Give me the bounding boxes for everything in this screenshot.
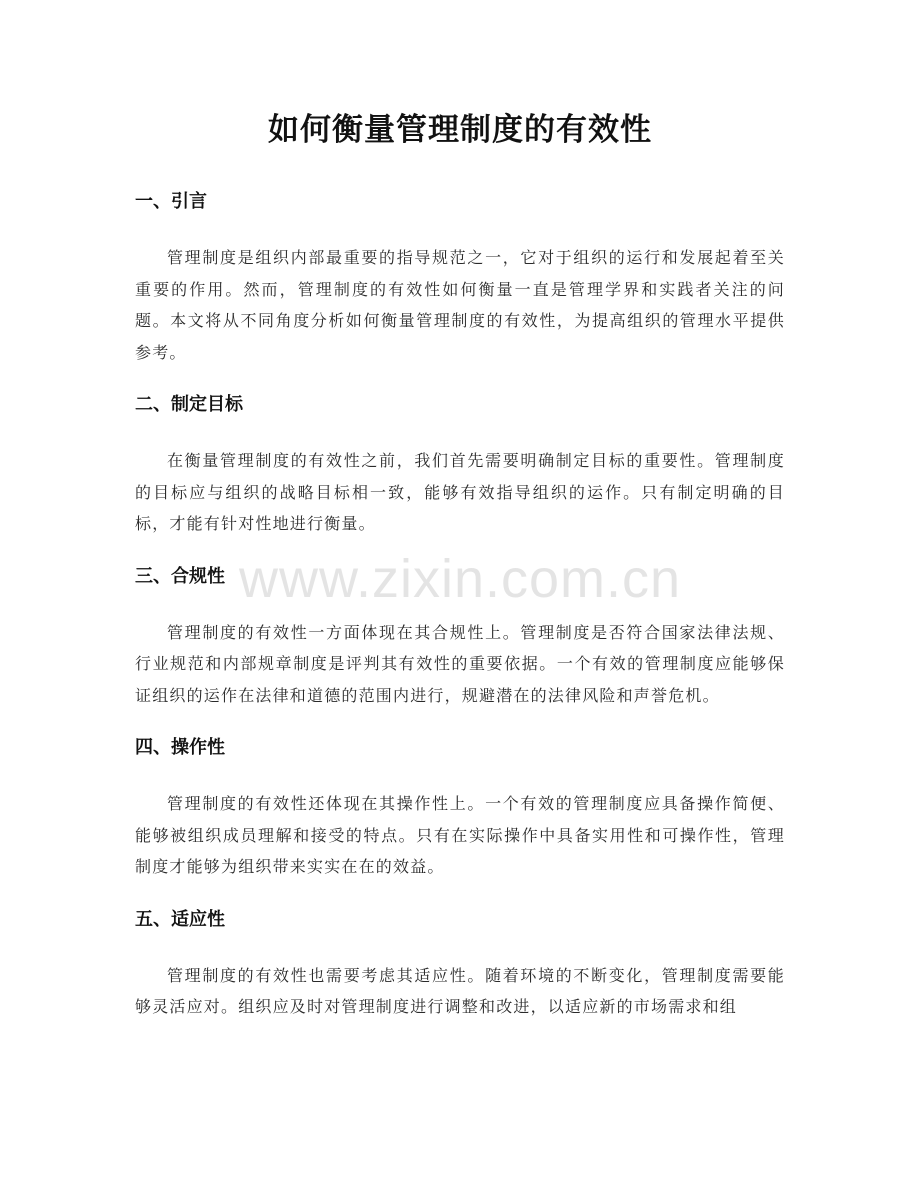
section-adaptability xyxy=(135,908,785,1023)
section-heading: 五、适应性 xyxy=(135,908,225,930)
section-compliance xyxy=(135,565,785,712)
section-heading: 二、制定目标 xyxy=(135,394,243,415)
section-paragraph: 管理制度的有效性还体现在其操作性上。一个有效的管理制度应具备操作简便、能够被组织成员理解和接受的特点。只有在实际操作中具备实用性和可操作性，管理制度才能够为组织带来实实在在的效益。 xyxy=(135,794,785,876)
section-heading: 四、操作性 xyxy=(135,737,225,758)
section-paragraph: 管理制度是组织内部最重要的指导规范之一，它对于组织的运行和发展起着至关重要的作用。然而，管理制度的有效性如何衡量一直是管理学界和实践者关注的问题。本文将从不同角度分析如何衡量管理制度的有效性，为提高组织的管理水平提供参考。 xyxy=(135,248,785,362)
section-heading: 一、引言 xyxy=(135,191,207,212)
section-operability xyxy=(135,736,785,883)
document-title: 如何衡量管理制度的有效性 xyxy=(268,112,652,148)
section-paragraph: 在衡量管理制度的有效性之前，我们首先需要明确制定目标的重要性。管理制度的目标应与组织的战略目标相一致，能够有效指导组织的运作。只有制定明确的目标，才能有针对性地进行衡量。 xyxy=(135,451,785,533)
section-introduction xyxy=(135,190,785,368)
section-heading: 三、合规性 xyxy=(135,565,225,587)
watermark: www.zixin.com.cn xyxy=(238,549,682,609)
section-paragraph: 管理制度的有效性也需要考虑其适应性。随着环境的不断变化，管理制度需要能够灵活应对。组织应及时对管理制度进行调整和改进，以适应新的市场需求和组 xyxy=(135,965,785,1016)
section-paragraph: 管理制度的有效性一方面体现在其合规性上。管理制度是否符合国家法律法规、行业规范和内部规章制度是评判其有效性的重要依据。一个有效的管理制度应能够保证组织的运作在法律和道德的范围内进行，规避潜在的法律风险和声誉危机。 xyxy=(135,622,785,705)
section-set-goals xyxy=(135,393,785,540)
